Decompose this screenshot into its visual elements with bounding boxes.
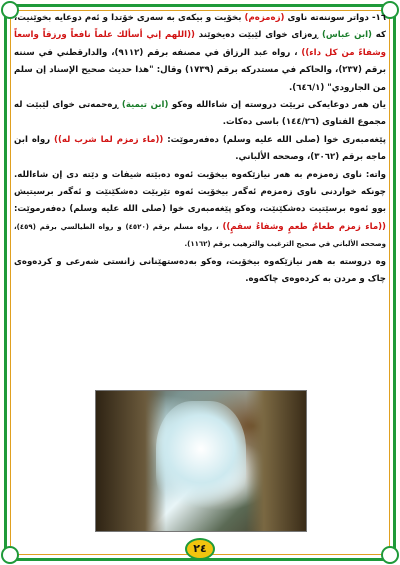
article-body xyxy=(14,10,386,289)
zamzam-water-photo xyxy=(95,390,307,532)
photo-rock-right xyxy=(246,391,306,531)
corner-ornament xyxy=(1,546,19,564)
text-segment: پێغەمبەری خوا (صلى الله عليه وسلم) دەفەرموێت: xyxy=(163,134,386,145)
text-segment: بخۆیت و بیکەی بە سەری خۆتدا و ئەم دوعایە بخوێنیت، کە xyxy=(14,13,387,41)
text-segment: وە دروستە بە هەر نیازێکەوە بیخۆیت، وەکو بەدەستهێنانی زانستی شەرعی و کردەوەی چاک و مردن بە کردەوەی چاکەوە. xyxy=(14,256,386,285)
dua-quote: ((اللهم إني أسألك علماً نافعاً ورزقاً واسعاً وشفاءً من كل داء)) xyxy=(14,30,387,58)
text-segment: ڕەزای خوای لێبێت دەیخوێند xyxy=(194,30,322,41)
paragraph-hadith xyxy=(14,132,386,167)
text-segment: ڕەحمەتی خوای لێبێت له مجموع الفتاوی (١٤٤/٢٦) باسی دەکات. xyxy=(14,100,386,128)
text-segment: ١٦- دواتر سوننەتە ناوی xyxy=(284,13,387,23)
term-zamzam: (زەمزەم) xyxy=(244,13,285,23)
narrator-name: (ابن عباس) xyxy=(321,30,372,41)
paragraph-zamzam-dua xyxy=(14,10,386,97)
paragraph-other-dua xyxy=(14,97,386,132)
photo-water-splash xyxy=(156,401,246,521)
text-segment: واتە: ناوی زەمزەم بە هەر نیازێکەوە بیخۆیت ئەوە دەبێتە شیفات و دێتە دی إن شاءالله. چونکە خواردنی ناوی زەمزەم ئەگەر بیخۆیت ئەوە تێریێت دەشکێنێت و ئەگەر برسیتیش بوو ئەوە برسێتیت دەشکێنێت، وەکو پێغەمبەری خوا (صلى الله عليه وسلم) دەفەرموێت: xyxy=(14,169,386,215)
scholar-name: (ابن تیمیة) xyxy=(121,100,169,111)
corner-ornament xyxy=(381,546,399,564)
hadith-quote: ((ماء زمزم طعامُ طعمٍ وشفاءُ سقمٍ)) xyxy=(222,221,386,232)
text-segment: یان هەر دوعایەکی تریێت دروستە إن شاءالله وەکو xyxy=(168,100,386,111)
paragraph-conclusion xyxy=(14,254,386,289)
paragraph-meaning xyxy=(14,167,386,254)
hadith-quote: ((ماء زمزم لما شرب له)) xyxy=(54,134,164,145)
citation: رواه ابن ماجه برقم (٣٠٦٢)، وصححه الألباني. xyxy=(14,134,386,163)
citation: ، رواه مسلم برقم (٤٥٢٠) و رواه الطيالسي برقم (٤٥٩)، وصححه الألباني في صحيح الترغيب والترهيب برقم (١١٦٢). xyxy=(14,222,386,249)
page-number-badge: ٢٤ xyxy=(185,538,215,560)
citation: ، رواه عبد الرزاق في مصنفه برقم (٩١١٢)، والدارقطني في سننه برقم (٢٣٧)، والحاكم في مستدركه برقم (١٧٣٩) وقال: "هذا حديث صحيح الإسناد إن سلم من الجارودي" (٦٤٦/١). xyxy=(14,47,386,93)
